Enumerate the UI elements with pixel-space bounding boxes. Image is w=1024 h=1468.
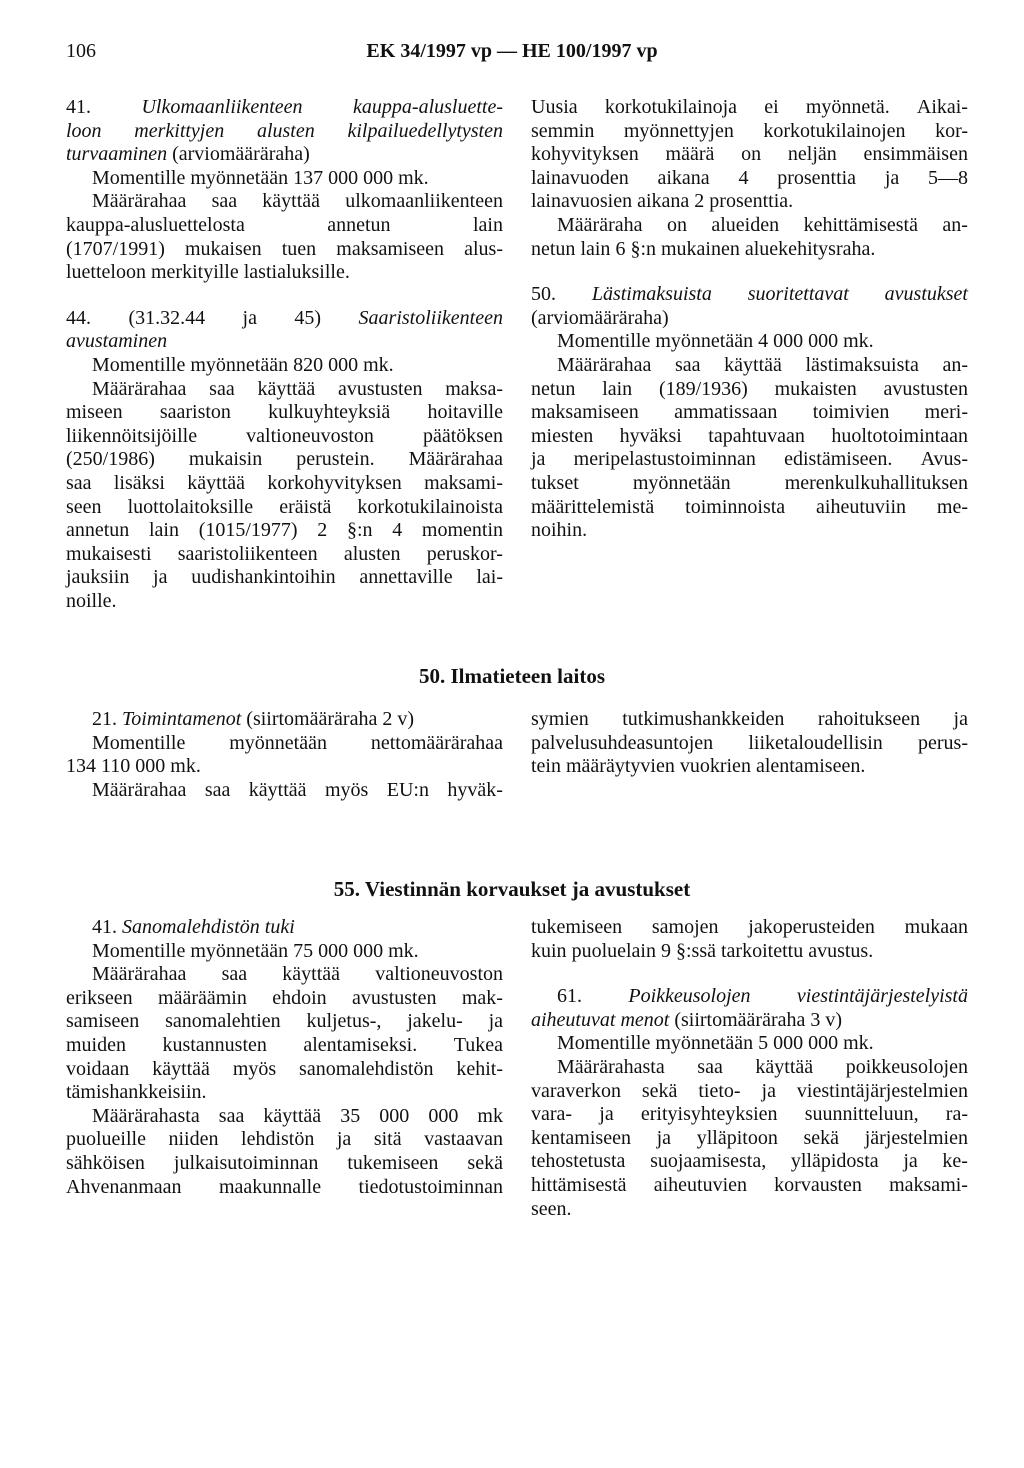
text-line: erikseen määräämin ehdoin avustusten mak- <box>66 986 503 1009</box>
block-b-left-column <box>66 708 503 802</box>
text-line: kuin puoluelain 9 §:ssä tarkoitettu avustus. <box>531 939 874 962</box>
text-line: Määrärahaa saa käyttää ulkomaanliikenteen <box>92 190 503 213</box>
text-line: kentamiseen ja ylläpitoon sekä järjestelmien <box>531 1126 968 1149</box>
text-line: miesten hyväksi tapahtuvaan huoltotoimintaan <box>531 424 968 447</box>
text-line: tukemiseen samojen jakoperusteiden mukaan <box>531 916 968 938</box>
text-line: (arviomääräraha) <box>531 306 669 329</box>
text-line: noihin. <box>531 519 588 542</box>
text-line: samiseen sanomalehtien kuljetus-, jakelu- ja <box>66 1010 503 1033</box>
block-b-right-column <box>531 708 968 779</box>
text-line: Momentille myönnetään 820 000 mk. <box>92 353 394 376</box>
text-line: Momentille myönnetään 75 000 000 mk. <box>92 939 419 962</box>
text-line: saa lisäksi käyttää korkohyvityksen maksami- <box>66 471 503 494</box>
text-line: 41. Sanomalehdistön tuki <box>92 916 295 938</box>
text-line: lainavuoden aikana 4 prosenttia ja 5—8 <box>531 166 968 189</box>
text-line: 21. Toimintamenot (siirtomääräraha 2 v) <box>92 708 414 730</box>
text-line: sähköisen julkaisutoiminnan tukemiseen sekä <box>66 1151 503 1174</box>
block-c-left-column <box>66 916 503 1199</box>
text-line: Määrärahasta saa käyttää 35 000 000 mk <box>92 1104 503 1127</box>
text-line: ja meripelastustoiminnan edistämiseen. Avus- <box>531 448 968 471</box>
text-line: kauppa-alusluettelosta annetun lain <box>66 213 503 236</box>
text-line: 50. Lästimaksuista suoritettavat avustukset <box>531 283 968 306</box>
text-line: puolueille niiden lehdistön ja sitä vastaavan <box>66 1128 503 1151</box>
text-line: luetteloon merkityille lastialuksille. <box>66 261 350 284</box>
section-heading-50: 50. Ilmatieteen laitos <box>418 664 606 688</box>
text-line: voidaan käyttää myös sanomalehdistön kehit- <box>66 1057 503 1080</box>
text-line: Määrärahasta saa käyttää poikkeusolojen <box>557 1055 968 1078</box>
text-line: symien tutkimushankkeiden rahoitukseen ja <box>531 708 968 730</box>
text-line: kohyvityksen määrä on neljän ensimmäisen <box>531 143 968 166</box>
text-line: Määrärahaa saa käyttää lästimaksuista an- <box>557 353 968 376</box>
text-line: turvaaminen (arviomääräraha) <box>66 143 310 166</box>
text-line: varaverkon sekä tieto- ja viestintäjärjestelmien <box>531 1079 968 1102</box>
text-line: loon merkittyjen alusten kilpailuedellytysten <box>66 119 503 142</box>
text-line: Määräraha on alueiden kehittämisestä an- <box>557 213 968 236</box>
section-heading-55: 55. Viestinnän korvaukset ja avustukset <box>333 877 691 901</box>
text-line: 41. Ulkomaanliikenteen kauppa-alusluette- <box>66 96 503 118</box>
text-line: Ahvenanmaan maakunnalle tiedotustoiminnan <box>66 1175 503 1198</box>
text-line: palvelusuhdeasuntojen liiketaloudellisin perus- <box>531 731 968 754</box>
text-line: Määrärahaa saa käyttää myös EU:n hyväk- <box>92 778 503 801</box>
text-line: seen. <box>531 1197 572 1220</box>
text-line: miseen saariston kulkuyhteyksiä hoitaville <box>66 401 503 424</box>
text-line: Momentille myönnetään nettomäärärahaa <box>92 731 503 754</box>
running-header: EK 34/1997 vp — HE 100/1997 vp <box>366 40 658 62</box>
paragraph-gap <box>66 285 503 307</box>
text-line: seen luottolaitoksille eräistä korkotukilainoista <box>66 495 503 518</box>
text-line: Momentille myönnetään 5 000 000 mk. <box>557 1032 874 1055</box>
text-line: määrittelemistä toiminnoista aiheutuviin me- <box>531 495 968 518</box>
text-line: jauksiin ja uudishankintoihin annettaville lai- <box>66 566 503 589</box>
text-line: tehostetusta suojaamisesta, ylläpidosta ja ke- <box>531 1150 968 1173</box>
text-line: hittämisestä aiheutuvien korvausten maksami- <box>531 1173 968 1196</box>
text-line: 44. (31.32.44 ja 45) Saaristoliikenteen <box>66 306 503 329</box>
text-line: muiden kustannusten alentamiseksi. Tukea <box>66 1033 503 1056</box>
text-line: tämishankkeisiin. <box>66 1081 207 1104</box>
text-line: maksamiseen ammatissaan toimivien meri- <box>531 401 968 424</box>
page-number: 106 <box>66 40 96 62</box>
text-line: annetun lain (1015/1977) 2 §:n 4 momentin <box>66 519 503 542</box>
text-line: tukset myönnetään merenkulkuhallituksen <box>531 471 968 494</box>
paragraph-gap <box>531 963 968 985</box>
text-line: netun lain 6 §:n mukainen aluekehitysraha. <box>531 237 876 260</box>
text-line: (1707/1991) mukaisen tuen maksamiseen alus- <box>66 237 503 260</box>
text-line: (250/1986) mukaisin perustein. Määrärahaa <box>66 448 503 471</box>
block-c-right-column <box>531 916 968 1221</box>
block-a-left-column <box>66 96 503 613</box>
text-line: noille. <box>66 589 117 612</box>
text-line: liikennöitsijöille valtioneuvoston päätöksen <box>66 424 503 447</box>
text-line: avustaminen <box>66 330 168 353</box>
text-line: 134 110 000 mk. <box>66 755 201 778</box>
text-line: aiheutuvat menot (siirtomääräraha 3 v) <box>531 1008 843 1031</box>
block-a-right-column <box>531 96 968 543</box>
text-line: 61. Poikkeusolojen viestintäjärjestelyistä <box>557 985 968 1008</box>
text-line: vara- ja erityisyhteyksien suunnitteluun, ra- <box>531 1103 968 1126</box>
text-line: netun lain (189/1936) mukaisten avustusten <box>531 377 968 400</box>
text-line: Uusia korkotukilainoja ei myönnetä. Aikai- <box>531 96 968 118</box>
text-line: Momentille myönnetään 4 000 000 mk. <box>557 330 874 353</box>
text-line: mukaisesti saaristoliikenteen alusten peruskor- <box>66 542 503 565</box>
text-line: Momentille myönnetään 137 000 000 mk. <box>92 166 429 189</box>
text-line: semmin myönnettyjen korkotukilainojen kor- <box>531 119 968 142</box>
text-line: tein määräytyvien vuokrien alentamiseen. <box>531 755 866 778</box>
text-line: Määrärahaa saa käyttää avustusten maksa- <box>92 377 503 400</box>
text-line: lainavuosien aikana 2 prosenttia. <box>531 190 794 213</box>
paragraph-gap <box>531 261 968 283</box>
text-line: Määrärahaa saa käyttää valtioneuvoston <box>92 963 503 986</box>
